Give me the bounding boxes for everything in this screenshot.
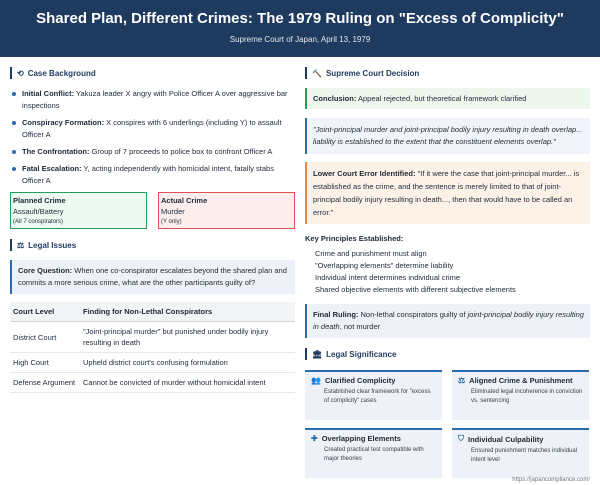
list-item: "Overlapping elements" determine liability xyxy=(315,261,454,270)
lower-court-error-callout xyxy=(305,162,590,224)
left-column xyxy=(10,67,295,393)
table-cell: District Court xyxy=(10,322,80,353)
court-quote: "Joint-principal murder and joint-principal bodily injury resulting in death overlap... liability is established to the extent that the constituent elements overlap." xyxy=(305,118,590,154)
card-description: Established clear framework for "excess of complicity" cases xyxy=(324,389,431,404)
table-cell: Defense Argument xyxy=(10,373,80,393)
landmark-icon: 🏛 xyxy=(312,349,323,359)
table-row xyxy=(10,322,295,353)
list-item: Individual intent determines individual crime xyxy=(315,273,461,282)
background-list xyxy=(10,88,295,187)
case-background-heading xyxy=(10,67,295,79)
list-item xyxy=(10,117,295,141)
card-description: Eliminated legal incoherence in conviction vs. sentencing xyxy=(471,389,583,404)
conclusion-label: Conclusion: xyxy=(313,94,357,103)
core-question-callout xyxy=(10,260,295,294)
list-item-label: The Confrontation: xyxy=(22,147,90,156)
final-ruling-callout xyxy=(305,304,590,338)
list-item xyxy=(10,163,295,187)
actual-crime-value: Murder xyxy=(161,207,185,216)
list-item: Shared objective elements with different subjective elements xyxy=(315,285,516,294)
legal-issues-heading xyxy=(10,239,295,251)
planned-crime-box xyxy=(10,192,147,229)
crime-comparison xyxy=(10,192,295,229)
hammer-icon: 🔨 xyxy=(312,68,322,78)
list-item-label: Conspiracy Formation: xyxy=(22,118,105,127)
list-item-label: Initial Conflict: xyxy=(22,89,75,98)
list-item-text: Yakuza leader X angry with Police Officer A over aggressive bar inspections xyxy=(22,89,288,110)
right-column xyxy=(305,67,590,478)
final-ruling-emphasis: joint-principal bodily injury resulting in death xyxy=(313,310,584,331)
core-question-text: When one co-conspirator escalates beyond the shared plan and commits a more serious crime, what are the other participants guilty of? xyxy=(18,266,287,287)
list-item-label: Fatal Escalation: xyxy=(22,164,82,173)
conclusion-callout xyxy=(305,88,590,109)
table-cell: High Court xyxy=(10,353,80,373)
users-icon: 👥 xyxy=(311,376,321,385)
planned-crime-value: Assault/Battery xyxy=(13,207,64,216)
table-header-row xyxy=(10,302,295,322)
table-header-cell: Finding for Non-Lethal Conspirators xyxy=(80,302,295,322)
significance-card xyxy=(452,428,589,478)
key-principles-list xyxy=(305,248,590,296)
table-cell: "Joint-principal murder" but punished under bodily injury resulting in death xyxy=(80,322,295,353)
conclusion-text: Appeal rejected, but theoretical framework clarified xyxy=(356,94,527,103)
table-row xyxy=(10,353,295,373)
card-title: Clarified Complicity xyxy=(324,376,396,385)
table-header-cell: Court Level xyxy=(10,302,80,322)
list-item-text: Group of 7 proceeds to police box to confront Officer A xyxy=(89,147,273,156)
significance-card xyxy=(305,370,442,420)
legal-issues-title: Legal Issues xyxy=(28,240,77,250)
gavel-icon: ⚖ xyxy=(17,240,25,250)
card-description: Created practical test compatible with major theories xyxy=(324,447,424,462)
page-title: Shared Plan, Different Crimes: The 1979 Ruling on "Excess of Complicity" xyxy=(36,10,564,27)
final-ruling-label: Final Ruling: xyxy=(313,310,359,319)
main-content xyxy=(0,57,600,485)
list-item-text: X conspires with 6 underlings (including Y) to assault Officer A xyxy=(22,118,282,139)
actual-crime-title: Actual Crime xyxy=(161,196,208,205)
list-item xyxy=(10,88,295,112)
actual-crime-box xyxy=(158,192,295,229)
table-row xyxy=(10,373,295,393)
planned-crime-title: Planned Crime xyxy=(13,196,66,205)
table-cell: Cannot be convicted of murder without homicidal intent xyxy=(80,373,295,393)
significance-grid xyxy=(305,370,590,478)
list-item-text: Y, acting independently with homicidal intent, fatally stabs Officer A xyxy=(22,164,274,185)
page-subtitle: Supreme Court of Japan, April 13, 1979 xyxy=(229,35,371,44)
final-ruling-text: Non-lethal conspirators guilty of xyxy=(358,310,468,319)
lower-court-error-label: Lower Court Error Identified: xyxy=(313,169,416,178)
significance-card xyxy=(452,370,589,420)
card-description: Ensured punishment matches individual intent level xyxy=(471,448,578,463)
list-item xyxy=(10,146,295,158)
card-title: Overlapping Elements xyxy=(321,434,401,443)
final-ruling-end: , not murder xyxy=(339,322,381,331)
card-title: Aligned Crime & Punishment xyxy=(469,376,573,385)
planned-crime-note: (All 7 conspirators) xyxy=(13,219,64,225)
card-title: Individual Culpability xyxy=(468,434,544,444)
significance-card xyxy=(305,428,442,478)
legal-significance-title: Legal Significance xyxy=(326,349,397,359)
actual-crime-note: (Y only) xyxy=(161,219,182,225)
supreme-court-decision-title: Supreme Court Decision xyxy=(325,68,420,78)
page-header xyxy=(0,0,600,57)
core-question-label: Core Question: xyxy=(18,266,73,275)
supreme-court-decision-heading xyxy=(305,67,590,79)
history-icon: ⟲ xyxy=(17,68,24,78)
case-background-title: Case Background xyxy=(27,68,96,78)
lower-court-error-text: "If it were the case that joint-principal murder... is established as the crime, and the sentence is merely limited to that of joint-principal bodily injury resulting in death..., then that would have to be called an error." xyxy=(313,169,580,217)
table-cell: Upheld district court's confusing formulation xyxy=(80,353,295,373)
puzzle-icon: ✚ xyxy=(311,434,318,443)
court-findings-table xyxy=(10,302,295,393)
legal-significance-heading xyxy=(305,348,590,360)
key-principles-title: Key Principles Established: xyxy=(305,234,404,243)
scale-icon: ⚖ xyxy=(458,376,466,385)
shield-icon: ⛉ xyxy=(458,434,464,443)
list-item: Crime and punishment must align xyxy=(315,249,427,258)
footer-url[interactable]: https://japancompliance.com/ xyxy=(512,477,590,483)
